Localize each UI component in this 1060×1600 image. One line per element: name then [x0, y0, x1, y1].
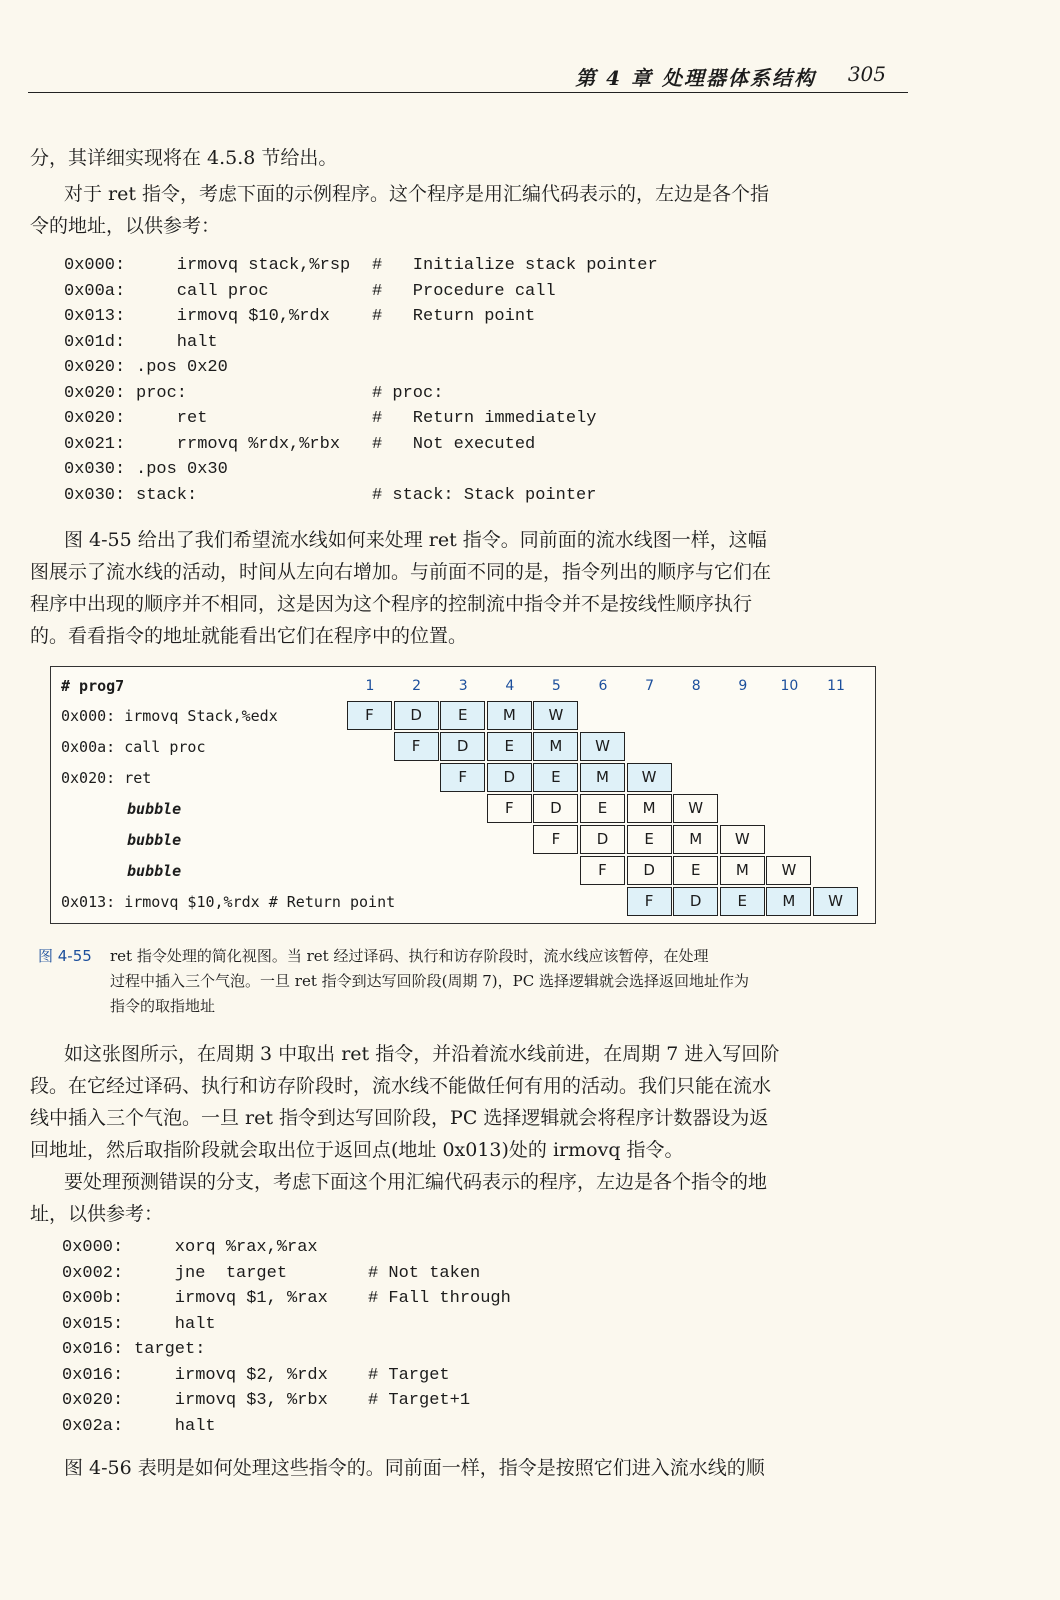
paragraph-4	[30, 1038, 908, 1166]
code-instruction: .pos 0x20	[136, 358, 228, 377]
code-address: 0x016:	[62, 1365, 124, 1385]
bubble-label: bubble	[127, 800, 182, 818]
stage-cell: W	[766, 856, 811, 885]
code-address: 0x020:	[64, 409, 126, 428]
page-header	[28, 58, 908, 93]
cycle-number: 11	[827, 678, 845, 694]
stage-cell: E	[487, 732, 532, 761]
code-address: 0x00a:	[64, 281, 126, 301]
stage-cell: W	[627, 763, 672, 792]
paragraph-2-cont	[30, 210, 908, 242]
instruction-label: 0x013: irmovq $10,%rdx # Return point	[61, 893, 396, 911]
code-address: 0x000:	[62, 1238, 124, 1257]
code-comment: # Not executed	[372, 434, 536, 454]
stage-cell: M	[673, 825, 718, 854]
code-address: 0x030:	[64, 485, 126, 505]
instruction-label: 0x00a: call proc	[61, 738, 206, 756]
code-address: 0x020:	[62, 1391, 124, 1410]
cycle-number: 4	[505, 678, 515, 694]
code-address: 0x030:	[64, 460, 126, 479]
caption-line: 过程中插入三个气泡。一旦 ret 指令到达写回阶段(周期 7)，PC 选择逻辑就会选择返回地址作为	[110, 972, 749, 990]
code-instruction: ret	[136, 409, 208, 428]
code-address: 0x002:	[62, 1263, 124, 1283]
code-instruction: irmovq stack,%rsp	[136, 256, 351, 275]
text-line: 如这张图所示，在周期 3 中取出 ret 指令，并沿着流水线前进，在周期 7 进入写回阶	[64, 1043, 780, 1065]
code-comment: # proc:	[372, 383, 444, 403]
code-instruction: xorq %rax,%rax	[134, 1238, 318, 1257]
pipeline-diagram	[50, 666, 876, 924]
cycle-number: 8	[691, 678, 701, 694]
code-address: 0x01d:	[64, 332, 126, 352]
code-instruction: stack:	[136, 485, 198, 505]
paragraph-3	[30, 524, 908, 652]
code-comment: # Target	[368, 1365, 450, 1385]
paragraph-1	[30, 142, 908, 174]
code-address: 0x000:	[64, 256, 126, 275]
stage-cell: M	[580, 763, 625, 792]
instruction-label: 0x000: irmovq Stack,%edx	[61, 707, 278, 725]
text-line: 令的地址，以供参考：	[30, 215, 221, 237]
text-line: 址，以供参考：	[30, 1203, 164, 1225]
code-instruction: halt	[136, 332, 218, 352]
text-line: 线中插入三个气泡。一旦 ret 指令到达写回阶段，PC 选择逻辑就会将程序计数器设为返	[30, 1107, 769, 1129]
instruction-label: 0x020: ret	[61, 769, 152, 787]
text-line: 要处理预测错误的分支，考虑下面这个用汇编代码表示的程序，左边是各个指令的地	[64, 1171, 768, 1193]
text-line: 分，其详细实现将在 4.5.8 节给出。	[30, 147, 338, 169]
stage-cell: D	[533, 794, 578, 823]
code-instruction: irmovq $1, %rax	[134, 1289, 328, 1308]
stage-cell: D	[673, 887, 718, 916]
stage-cell: W	[533, 701, 578, 730]
text-line: 段。在它经过译码、执行和访存阶段时，流水线不能做任何有用的活动。我们只能在流水	[30, 1075, 772, 1097]
stage-cell: D	[487, 763, 532, 792]
text-line: 图 4-56 表明是如何处理这些指令的。同前面一样，指令是按照它们进入流水线的顺	[64, 1457, 765, 1479]
caption-line: ret 指令处理的简化视图。当 ret 经过译码、执行和访存阶段时，流水线应该暂停，在处理	[110, 947, 709, 965]
stage-cell: F	[580, 856, 625, 885]
code-instruction: irmovq $10,%rdx	[136, 307, 330, 326]
stage-cell: E	[673, 856, 718, 885]
stage-cell: W	[813, 887, 858, 916]
text-line: 图展示了流水线的活动，时间从左向右增加。与前面不同的是，指令列出的顺序与它们在	[30, 561, 772, 583]
code-address: 0x020:	[64, 358, 126, 377]
code-instruction: target:	[134, 1340, 206, 1359]
stage-cell: F	[440, 763, 485, 792]
bubble-label: bubble	[127, 862, 182, 880]
stage-cell: F	[394, 732, 439, 761]
chapter-title: 第 4 章 处理器体系结构	[575, 66, 816, 90]
text-line: 的。看看指令的地址就能看出它们在程序中的位置。	[30, 625, 468, 647]
stage-cell: E	[440, 701, 485, 730]
code-comment: # Not taken	[368, 1263, 481, 1283]
stage-cell: M	[720, 856, 765, 885]
code-address: 0x021:	[64, 434, 126, 454]
cycle-number: 9	[738, 678, 748, 694]
stage-cell: E	[533, 763, 578, 792]
caption-line: 指令的取指地址	[110, 997, 216, 1015]
bubble-label: bubble	[127, 831, 182, 849]
cycle-number: 10	[780, 678, 799, 694]
stage-cell: F	[347, 701, 392, 730]
text-line: 对于 ret 指令，考虑下面的示例程序。这个程序是用汇编代码表示的，左边是各个指	[64, 183, 770, 205]
stage-cell: W	[580, 732, 625, 761]
text-line: 程序中出现的顺序并不相同，这是因为这个程序的控制流中指令并不是按线性顺序执行	[30, 593, 753, 615]
stage-cell: M	[766, 887, 811, 916]
code-instruction: irmovq $3, %rbx	[134, 1391, 328, 1410]
code-comment: # Fall through	[368, 1289, 511, 1308]
code-instruction: jne target	[134, 1263, 288, 1283]
code-instruction: .pos 0x30	[136, 460, 228, 479]
stage-cell: W	[720, 825, 765, 854]
stage-cell: F	[627, 887, 672, 916]
stage-cell: F	[487, 794, 532, 823]
code-comment: # Target+1	[368, 1391, 471, 1410]
stage-cell: D	[580, 825, 625, 854]
code-comment: # Procedure call	[372, 281, 556, 301]
code-comment: # Return immediately	[372, 409, 597, 428]
stage-cell: M	[627, 794, 672, 823]
paragraph-6	[30, 1452, 908, 1484]
code-comment: # Initialize stack pointer	[372, 256, 658, 275]
stage-cell: E	[720, 887, 765, 916]
paragraph-2	[30, 178, 908, 210]
code-address: 0x016:	[62, 1340, 124, 1359]
stage-cell: D	[394, 701, 439, 730]
stage-cell: E	[580, 794, 625, 823]
code-instruction: halt	[134, 1416, 216, 1436]
cycle-number: 1	[365, 678, 375, 694]
code-address: 0x02a:	[62, 1416, 124, 1436]
stage-cell: M	[487, 701, 532, 730]
code-address: 0x00b:	[62, 1289, 124, 1308]
code-instruction: proc:	[136, 383, 188, 403]
code-instruction: call proc	[136, 281, 269, 301]
cycle-number: 7	[645, 678, 655, 694]
code-comment: # Return point	[372, 307, 536, 326]
stage-cell: D	[440, 732, 485, 761]
code-instruction: rrmovq %rdx,%rbx	[136, 434, 341, 454]
code-address: 0x015:	[62, 1314, 124, 1334]
code-address: 0x013:	[64, 307, 126, 326]
stage-cell: D	[627, 856, 672, 885]
stage-cell: E	[627, 825, 672, 854]
code-address: 0x020:	[64, 383, 126, 403]
code-instruction: halt	[134, 1314, 216, 1334]
page-number: 305	[847, 62, 886, 86]
stage-cell: W	[673, 794, 718, 823]
cycle-number: 2	[412, 678, 422, 694]
cycle-number: 6	[598, 678, 608, 694]
caption-tag: 图 4-55	[38, 947, 92, 965]
text-line: 回地址，然后取指阶段就会取出位于返回点(地址 0x013)处的 irmovq 指令。	[30, 1139, 684, 1161]
cycle-number: 3	[458, 678, 468, 694]
text-line: 图 4-55 给出了我们希望流水线如何来处理 ret 指令。同前面的流水线图一样，这幅	[64, 529, 767, 551]
stage-cell: M	[533, 732, 578, 761]
cycle-number: 5	[551, 678, 561, 694]
stage-cell: F	[533, 825, 578, 854]
code-comment: # stack: Stack pointer	[372, 485, 597, 505]
paragraph-5	[30, 1166, 908, 1230]
program-label: # prog7	[61, 677, 125, 695]
code-instruction: irmovq $2, %rdx	[134, 1365, 328, 1385]
